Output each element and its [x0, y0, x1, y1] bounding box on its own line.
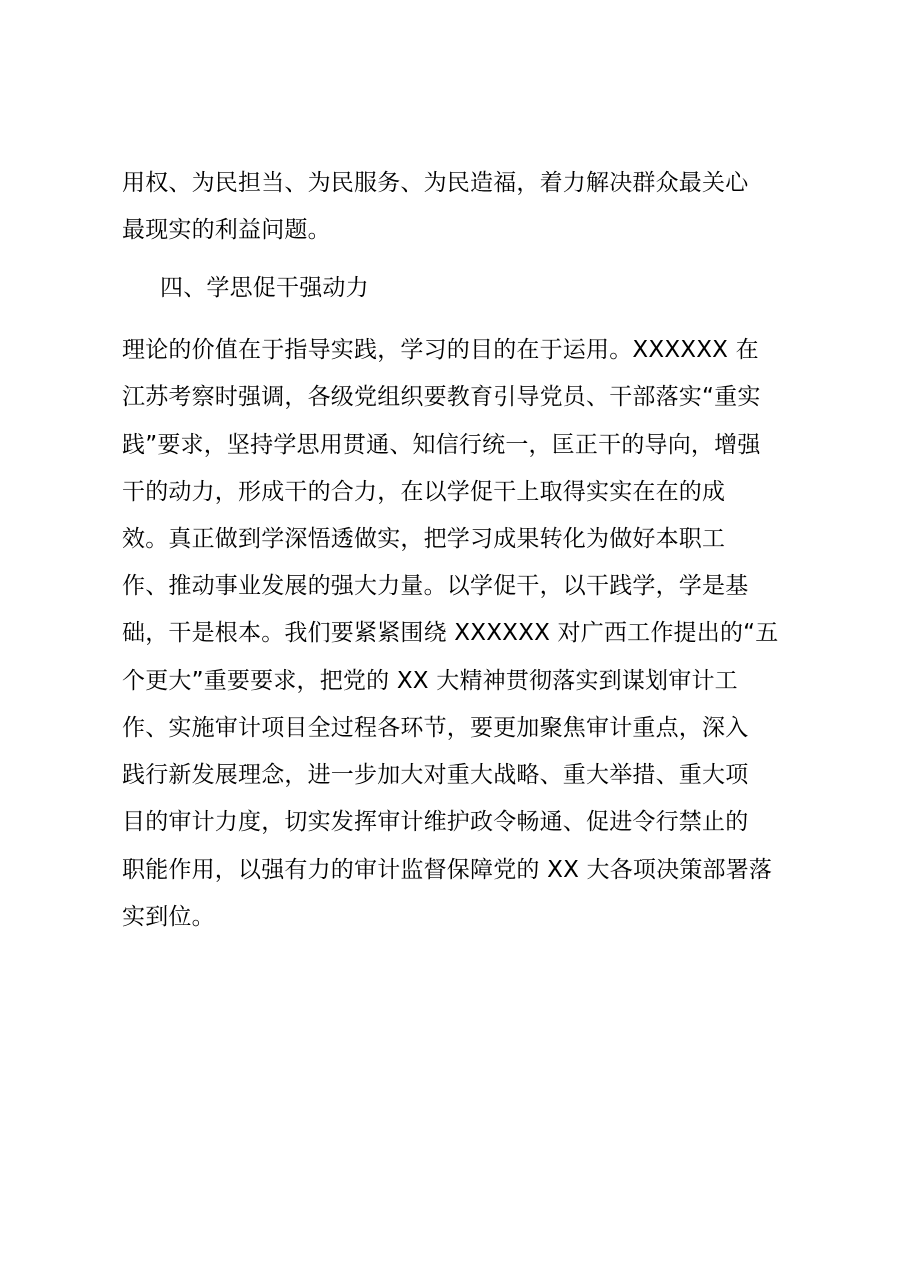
paragraph-line: 个更大”重要要求，把党的 XX 大精神贯彻落实到谋划审计工: [122, 668, 738, 694]
paragraph-line: 践”要求，坚持学思用贯通、知信行统一，匡正干的导向，增强: [122, 432, 761, 458]
paragraph-line: 实到位。: [122, 904, 215, 930]
paragraph-line: 最现实的利益问题。: [122, 217, 331, 243]
paragraph-line: 作、推动事业发展的强大力量。以学促干，以干践学，学是基: [122, 573, 749, 599]
paragraph-line: 职能作用，以强有力的审计监督保障党的 XX 大各项决策部署落: [122, 857, 773, 883]
paragraph-line: 干的动力，形成干的合力，在以学促干上取得实实在在的成: [122, 479, 726, 505]
paragraph-line: 作、实施审计项目全过程各环节，要更加聚焦审计重点，深入: [122, 715, 749, 741]
paragraph-line: 础，干是根本。我们要紧紧围绕 XXXXXX 对广西工作提出的“五: [122, 620, 779, 646]
section-heading: 四、学思促干强动力: [160, 275, 369, 301]
paragraph-line: 江苏考察时强调，各级党组织要教育引导党员、干部落实“重实: [122, 384, 761, 410]
paragraph-line: 理论的价值在于指导实践，学习的目的在于运用。XXXXXX 在: [122, 337, 759, 363]
paragraph-line: 效。真正做到学深悟透做实，把学习成果转化为做好本职工: [122, 526, 726, 552]
paragraph-line: 用权、为民担当、为民服务、为民造福，着力解决群众最关心: [122, 170, 749, 196]
paragraph-line: 目的审计力度，切实发挥审计维护政令畅通、促进令行禁止的: [122, 809, 749, 835]
paragraph-line: 践行新发展理念，进一步加大对重大战略、重大举措、重大项: [122, 762, 749, 788]
